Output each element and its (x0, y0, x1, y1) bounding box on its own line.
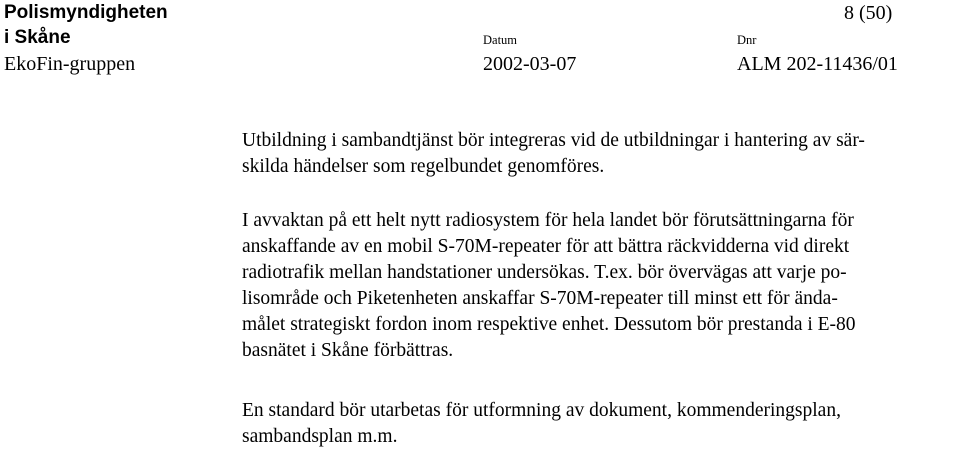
text-line: anskaffande av en mobil S-70M-repeater för att bättra räckvidderna vid direkt (242, 236, 850, 257)
text-line: lisområde och Piketenheten anskaffar S-70M-repeater till minst ett för ända- (242, 288, 838, 309)
text-line: Utbildning i sambandtjänst bör integreras vid de utbildningar i hantering av sär- (242, 130, 865, 151)
unit-name: EkoFin-gruppen (4, 53, 136, 75)
page-number: 8 (50) (844, 2, 893, 24)
text-line: målet strategiskt fordon inom respektive enhet. Dessutom bör prestanda i E-80 (242, 314, 856, 335)
text-line: basnätet i Skåne förbättras. (242, 340, 454, 361)
organization-region: i Skåne (4, 27, 71, 48)
dnr-value: ALM 202-11436/01 (737, 53, 898, 75)
paragraph-training (242, 128, 947, 180)
organization-name: Polismyndigheten (4, 2, 168, 23)
dnr-label: Dnr (737, 33, 757, 47)
date-label: Datum (483, 33, 518, 47)
paragraph-document-standard (242, 398, 947, 450)
text-line: skilda händelser som regelbundet genomföres. (242, 156, 605, 177)
text-line: En standard bör utarbetas för utformning av dokument, kommenderingsplan, (242, 400, 841, 421)
text-line: sambandsplan m.m. (242, 426, 398, 447)
paragraph-radio-system (242, 208, 947, 364)
date-value: 2002-03-07 (483, 53, 577, 75)
text-line: radiotrafik mellan handstationer undersökas. T.ex. bör övervägas att varje po- (242, 262, 847, 283)
text-line: I avvaktan på ett helt nytt radiosystem för hela landet bör förutsättningarna för (242, 210, 854, 231)
